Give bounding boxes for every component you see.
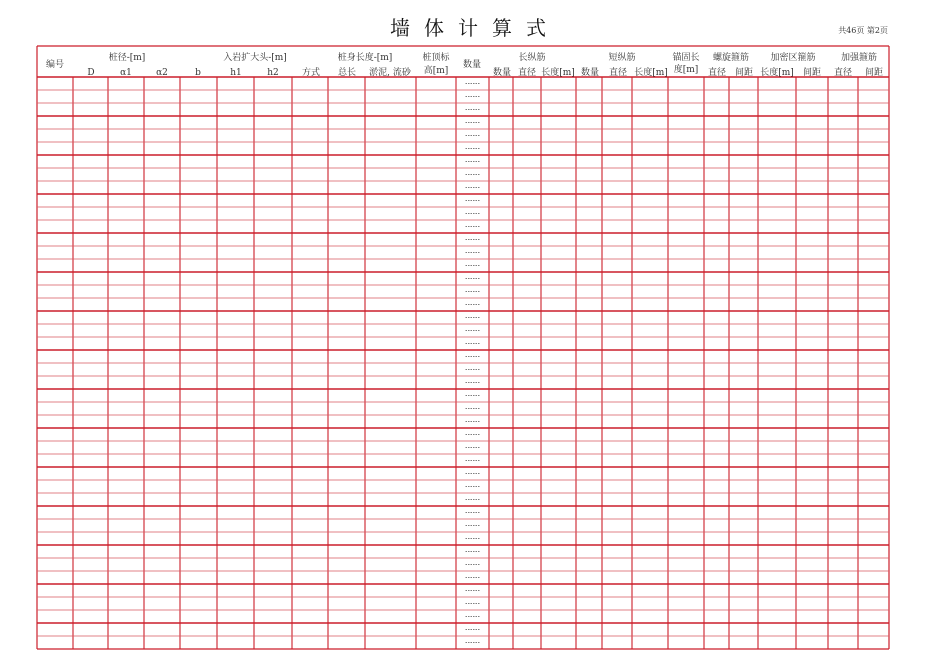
sub-fangshi: 方式: [301, 68, 321, 78]
sub-dz-changdu: 长度[m]: [634, 68, 668, 78]
header-duanzong: 短纵筋: [608, 53, 636, 63]
header-bianhao: 编号: [45, 60, 65, 70]
sub-h2: h2: [267, 68, 279, 78]
header-zhuangding-1: 桩顶标: [422, 53, 450, 63]
table-header: [46, 51, 883, 78]
header-jiaqiang: 加强箍筋: [840, 53, 878, 63]
sub-h1: h1: [230, 68, 242, 78]
header-shuliang: 数量: [462, 60, 482, 70]
table-grid: [37, 46, 889, 649]
page-info: 共46页 第2页: [838, 26, 888, 35]
sub-yuni: 淤泥, 流砂: [369, 68, 411, 78]
sub-a1: α1: [120, 68, 132, 78]
header-zhuangding-2: 高[m]: [423, 66, 449, 76]
header-maogu-2: 度[m]: [673, 65, 699, 75]
page-title: 墙体计算式: [390, 16, 560, 40]
sub-a2: α2: [156, 68, 168, 78]
sub-lx-zhijing: 直径: [707, 68, 727, 78]
header-changzong: 长纵筋: [518, 53, 546, 63]
sub-lx-jianju: 间距: [734, 68, 754, 78]
sub-jm-changdu: 长度[m]: [760, 68, 794, 78]
sub-b: b: [195, 68, 201, 78]
header-ruyan: 入岩扩大头-[m]: [223, 53, 287, 63]
sub-cz-shuliang: 数量: [492, 68, 512, 78]
sub-cz-zhijing: 直径: [517, 68, 537, 78]
sub-D: D: [87, 68, 95, 78]
header-zhuangshen: 桩身长度-[m]: [337, 53, 393, 63]
sub-jq-zhijing: 直径: [833, 68, 853, 78]
header-maogu-1: 锚固长: [672, 53, 700, 63]
header-zhuangjing: 桩径-[m]: [108, 53, 146, 63]
sub-jq-jianju: 间距: [864, 68, 884, 78]
sub-zongchang: 总长: [337, 68, 357, 78]
sub-dz-zhijing: 直径: [608, 68, 628, 78]
sub-dz-shuliang: 数量: [580, 68, 600, 78]
sub-jm-jianju: 间距: [802, 68, 822, 78]
sub-cz-changdu: 长度[m]: [541, 68, 575, 78]
header-luoxuan: 螺旋箍筋: [712, 53, 750, 63]
header-jiami: 加密区箍筋: [770, 53, 816, 63]
